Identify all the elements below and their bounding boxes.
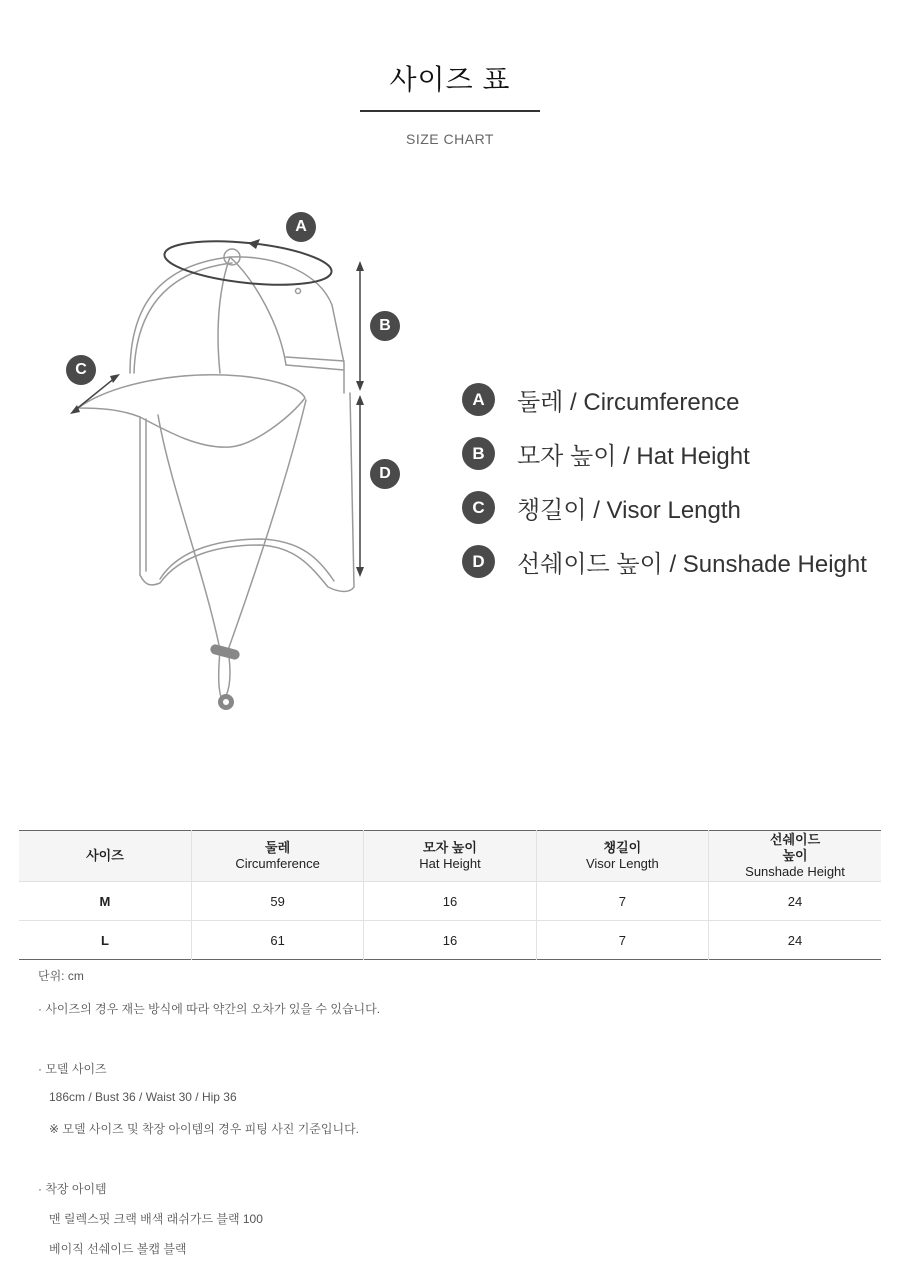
page-title: 사이즈 표 [389, 64, 511, 95]
worn-item: 맨 릴렉스핏 크랙 배색 래쉬가드 블랙 100 [49, 1212, 263, 1226]
badge-d: D [370, 459, 400, 489]
table-cell: 59 [191, 882, 363, 921]
worn-items-heading: · 착장 아이템 [38, 1182, 107, 1196]
header-kr: 둘레 [265, 840, 291, 855]
legend-item [462, 426, 867, 480]
badge-b: B [370, 311, 400, 341]
header-en: Hat Height [419, 856, 481, 871]
header-en: Sunshade Height [745, 864, 845, 879]
table-cell: M [19, 882, 191, 921]
table-cell: 24 [709, 921, 881, 960]
title-divider [360, 110, 540, 112]
column-header-size [19, 831, 191, 882]
table-cell: 16 [364, 921, 536, 960]
badge-d: D [462, 545, 495, 578]
legend-item [462, 534, 867, 588]
table-cell: 24 [709, 882, 881, 921]
table-cell: 61 [191, 921, 363, 960]
badge-c: C [66, 355, 96, 385]
column-header-hat-height [364, 831, 536, 882]
size-table [19, 830, 881, 960]
column-header-sunshade-height [709, 831, 881, 882]
table-row [19, 882, 881, 921]
hat-diagram [50, 195, 430, 725]
header-kr: 선쉐이드 높이 [769, 832, 821, 863]
table-cell: 7 [536, 921, 708, 960]
table-header-row [19, 831, 881, 882]
worn-item: 베이직 선쉐이드 볼캡 블랙 [49, 1242, 187, 1256]
table-cell: 7 [536, 882, 708, 921]
legend-label: 챙길이 / Visor Length [517, 496, 741, 524]
badge-a: A [462, 383, 495, 416]
header-kr: 챙길이 [603, 840, 642, 855]
header-en: Visor Length [585, 856, 659, 871]
legend-label: 모자 높이 / Hat Height [517, 442, 750, 470]
legend-item [462, 480, 867, 534]
table-row [19, 921, 881, 960]
header-kr: 사이즈 [86, 848, 124, 863]
measurement-legend [462, 372, 867, 588]
header-en: Circumference [235, 856, 320, 871]
badge-b: B [462, 437, 495, 470]
header-kr: 모자 높이 [423, 840, 477, 855]
column-header-visor-length [536, 831, 708, 882]
model-size-heading: · 모델 사이즈 [38, 1062, 107, 1076]
legend-label: 선쉐이드 높이 / Sunshade Height [517, 550, 867, 578]
column-header-circumference [191, 831, 363, 882]
page-subtitle: SIZE CHART [406, 131, 494, 147]
legend-label: 둘레 / Circumference [517, 388, 740, 416]
badge-a: A [286, 212, 316, 242]
measurement-note: · 사이즈의 경우 재는 방식에 따라 약간의 오차가 있을 수 있습니다. [38, 1002, 381, 1016]
badge-c: C [462, 491, 495, 524]
hat-illustration [50, 195, 430, 725]
table-cell: L [19, 921, 191, 960]
table-cell: 16 [364, 882, 536, 921]
unit-note: 단위: cm [38, 969, 84, 983]
model-size-note: ※ 모델 사이즈 및 착장 아이템의 경우 피팅 사진 기준입니다. [49, 1122, 360, 1136]
model-size-spec: 186cm / Bust 36 / Waist 30 / Hip 36 [49, 1090, 237, 1104]
legend-item [462, 372, 867, 426]
